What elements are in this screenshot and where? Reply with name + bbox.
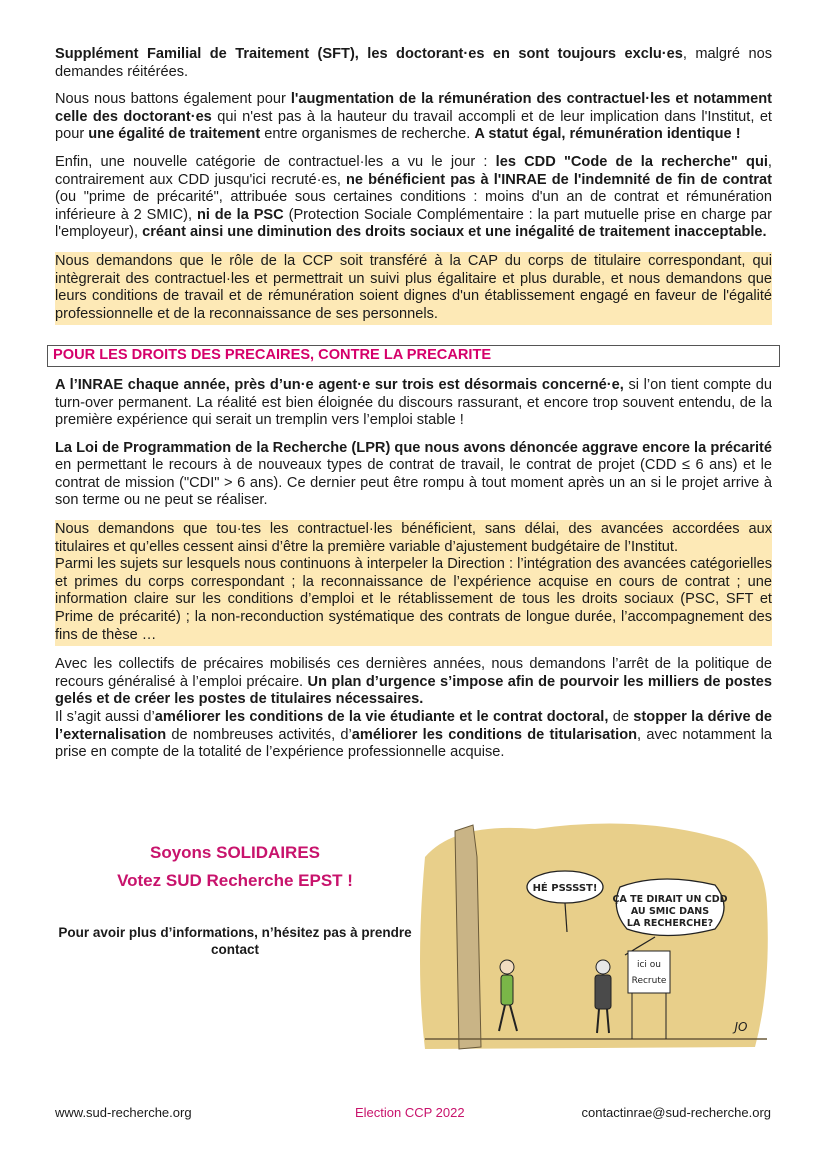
paragraph-vie-etudiante xyxy=(55,709,772,762)
bold-text: améliorer les conditions de la vie étudiante et le contrat doctoral, xyxy=(154,709,609,725)
paragraph-collectifs xyxy=(55,656,772,709)
cta-votez: Votez SUD Recherche EPST ! xyxy=(117,871,353,890)
paragraph-inrae xyxy=(55,377,772,430)
text: , malgré nos demandes réitérées. xyxy=(55,46,772,80)
highlight-text: Nous demandons que tou·tes les contractuel·les bénéficient, sans délai, des avancées accordées aux titulaires et qu’elles cessent ainsi d’être la première variable d’ajustement budgétaire de l’Institut. xyxy=(55,521,772,555)
wall-icon xyxy=(455,825,481,1049)
text: qui n'est pas à la hauteur du travail accompli et de leur implication dans l'Institut, et pour xyxy=(55,108,772,143)
document-body xyxy=(55,46,772,772)
text: en permettant le recours à de nouveaux types de contrat de travail, le contrat de projet (CDD ≤ 6 ans) et le contrat de mission ("CDI" > 6 ans). Ce dernier peut être rompu à tout moment après un an si le projet arrive à son terme ou ne peut se réaliser. xyxy=(55,457,772,509)
bold-text: une égalité de traitement xyxy=(88,126,261,143)
call-to-action xyxy=(55,842,415,958)
bold-text: Un plan d’urgence s’impose afin de pourvoir les milliers de postes gelés et de créer les postes de titulaires nécessaires. xyxy=(55,673,772,708)
text: (Protection Sociale Complémentaire : la part mutuelle prise en charge par l'employeur), xyxy=(55,206,773,241)
bold-text: A statut égal, rémunération identique ! xyxy=(474,126,741,143)
bold-text: stopper la dérive de l’externalisation xyxy=(55,709,772,743)
text: de nombreuses activités, d’ xyxy=(166,726,352,743)
bold-text: les CDD "Code de la recherche" qui xyxy=(495,153,768,170)
bold-text: ni de la PSC xyxy=(196,206,284,223)
text: de xyxy=(608,709,634,725)
footer-election: Election CCP 2022 xyxy=(355,1105,465,1120)
text: Il s’agit aussi d’ xyxy=(55,709,155,725)
paragraph-cdd xyxy=(55,154,772,242)
text: Enfin, une nouvelle catégorie de contractuel·les a vu le jour : xyxy=(55,153,496,170)
text: si l’on tient compte du turn-over permanent. La réalité est bien éloignée du discours rassurant, et encore trop souvent entendu, de la première expérience qui serait un tremplin vers l’emploi stable ! xyxy=(55,376,772,429)
bubble-1-text: HÉ PSSSST! xyxy=(532,883,598,894)
paragraph-lpr xyxy=(55,440,772,510)
bold-text: La Loi de Programmation de la Recherche (LPR) que nous avons dénoncée aggrave encore la précarité xyxy=(55,439,772,456)
cartoon-svg xyxy=(415,817,771,1055)
text: entre organismes de recherche. xyxy=(260,126,475,143)
footer-email[interactable]: contactinrae@sud-recherche.org xyxy=(581,1105,771,1120)
cta-solidaires: Soyons SOLIDAIRES xyxy=(149,843,321,862)
text: Nous nous battons également pour xyxy=(55,91,291,108)
bubble-2-line-1: ÇA TE DIRAIT UN CDD xyxy=(612,894,728,905)
contact-text: Pour avoir plus d’informations, n’hésitez pas à prendre contact xyxy=(58,925,412,957)
bold-text: Supplément Familial de Traitement (SFT), les doctorant·es en sont toujours exclu·es xyxy=(55,46,683,62)
highlight-box-ccp xyxy=(55,252,772,325)
bubble-2-line-2: AU SMIC DANS xyxy=(630,906,710,917)
paragraph-sft xyxy=(55,46,772,81)
recruitment-sign-icon xyxy=(628,951,670,993)
highlight-text: Nous demandons que le rôle de la CCP soit transféré à la CAP du corps de titulaire correspondant, qui intègrerait des contractuel·les et permettrait un suivi plus égalitaire et plus durable, et nous demandons que leurs conditions de travail et de rémunération soient dignes d'un établissement engagé en faveur de l'égalité professionnelle et de la reconnaissance de ses personnels. xyxy=(55,252,772,322)
bold-text: améliorer les conditions de titularisation xyxy=(351,726,638,743)
text: (ou "prime de précarité", attribuée sous certaines conditions : moins d'un an de contrat et rémunération inférieure à 2 SMIC), xyxy=(55,189,772,223)
text: , contrairement aux CDD jusqu'ici recruté·es, xyxy=(55,153,772,188)
text: Avec les collectifs de précaires mobilisés ces dernières années, nous demandons l’arrêt de la politique de recours généralisé à l’emploi précaire. xyxy=(55,656,772,690)
artist-signature: JO xyxy=(734,1020,748,1034)
footer-website[interactable]: www.sud-recherche.org xyxy=(55,1105,192,1120)
highlight-box-demands xyxy=(55,520,772,646)
text: , avec notamment la prise en compte de la totalité de l’expérience professionnelle acquise. xyxy=(55,726,772,761)
highlight-text: Parmi les sujets sur lesquels nous continuons à interpeler la Direction : l’intégration des avancées catégorielles et primes du corps correspondant ; la reconnaissance de l’expérience acquise en cours de contrat ; une information claire sur les conditions d’emploi et le rétablissement de tous les droits sociaux (PSC, SFT et Prime de précarité) ; la non-reconduction systématique des contrats de longue durée, l’accompagnement des fins de thèse … xyxy=(55,556,772,643)
bold-text: ne bénéficient pas à l'INRAE de l'indemnité de fin de contrat xyxy=(346,171,772,188)
bubble-2-line-3: LA RECHERCHE? xyxy=(626,918,714,929)
section-title: POUR LES DROITS DES PRECAIRES, CONTRE LA PRECARITE xyxy=(47,345,780,367)
sign-text-1: ici ou xyxy=(636,960,662,970)
bold-text: créant ainsi une diminution des droits sociaux et une inégalité de traitement inacceptable. xyxy=(142,224,767,241)
bold-text: A l’INRAE chaque année, près d’un·e agent·e sur trois est désormais concerné·e, xyxy=(55,376,624,393)
sign-text-2: Recrute xyxy=(631,976,667,986)
paragraph-remuneration xyxy=(55,91,772,144)
cartoon-illustration xyxy=(415,817,771,1055)
bold-text: l'augmentation de la rémunération des contractuel·les et notamment celle des doctorant·es xyxy=(55,91,772,125)
